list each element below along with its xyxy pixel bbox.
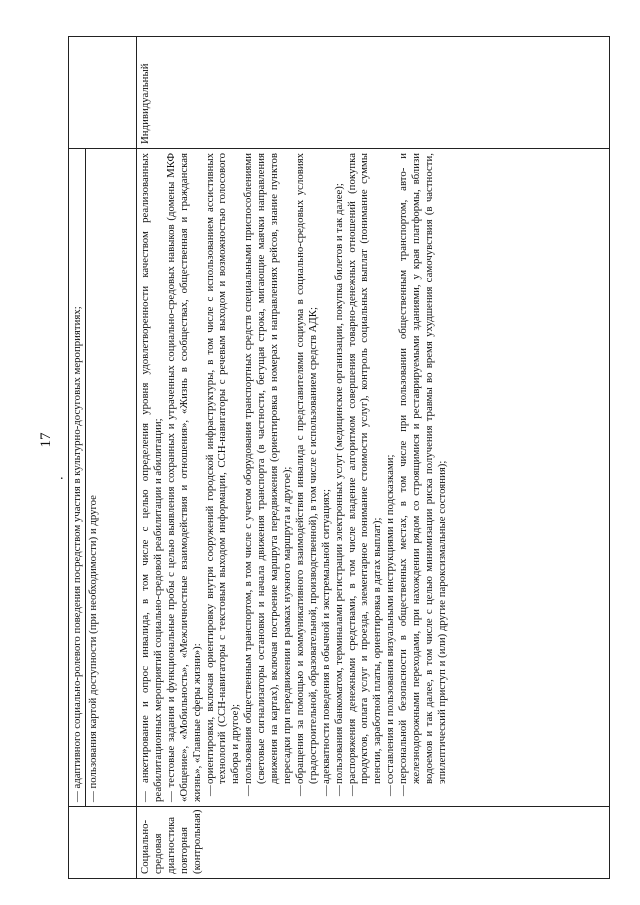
list-item: — адаптивного социально-ролевого поведения посредством участия в культурно-досуговых мероприятиях; bbox=[71, 306, 83, 802]
table-row bbox=[137, 37, 610, 879]
list-item: — составления и пользования визуальными инструкциями и подсказками; bbox=[384, 153, 397, 802]
list-item: — пользования общественным транспортом, в том числе с учетом оборудования транспортных средств специальными приспособлениями (световые сигнализаторы остановки и начала движения транспорта (в частности, бегущая строка, мигающие маячки направления движения на картах), включая построение маршрута передвижения (ориентировка в номерах и направлениях рейсов, знание пунктов пересадки при передвижении в рамках нужного маршрута и другое); bbox=[242, 153, 294, 802]
table-cell-empty bbox=[69, 807, 137, 879]
table-row bbox=[69, 37, 137, 879]
inner-divider bbox=[85, 149, 86, 806]
rotated-page bbox=[68, 36, 610, 879]
list-item: — адекватности поведения в обычной и экстремальной ситуациях; bbox=[320, 153, 333, 802]
list-item: — анкетирование и опрос инвалида, в том числе с целью определения уровня удовлетворенности качеством реализованных реабилитационных мероприятий социально-средовой реабилитации и абилитации; bbox=[139, 153, 164, 802]
list-item: — персональной безопасности в общественных местах, в том числе при пользовании общественным транспортом, авто- и железнодорожными переходами, при нахождении рядом со строящимися и реставрируемыми зданиями, у края платформы, вблизи водоемов и так далее, в том числе с целью минимизации риска получения травмы во время ухудшения самочувствия (в частности, эпилептический приступ и (или) другие пароксизмальные состояния); bbox=[397, 153, 449, 802]
list-item: — обращения за помощью и коммуникативного взаимодействия инвалида с представителями социума в социально-средовых условиях (градостроительной, образовательной, производственной), в том числе с использованием средств АДК; bbox=[294, 153, 320, 802]
page-mark: . bbox=[60, 468, 64, 483]
table-cell-content bbox=[137, 149, 610, 807]
list-item: — пользования картой доступности (при необходимости) и другое bbox=[86, 495, 99, 802]
table-cell-content bbox=[69, 149, 137, 807]
rehab-methods-table bbox=[68, 36, 610, 879]
rotated-content bbox=[68, 36, 610, 879]
list-item: — пользования банкоматом, терминалами регистрации электронных услуг (медицинские организации, покупка билетов и так далее); bbox=[333, 153, 346, 802]
row-label: Социально-средовая диагностика повторная (контрольная) bbox=[137, 807, 610, 879]
list-item: — ориентировки, включая ориентировку внутри сооружений городской инфраструктуры, в том числе с использованием ассистивных технологий (ССН-навигаторы с текстовым выходом информации, ССН-навигаторы с речевым выходом и возможностью голосового набора и другое); bbox=[204, 153, 243, 802]
table-cell-empty bbox=[69, 37, 137, 149]
skills-list bbox=[204, 153, 449, 802]
list-item: — тестовые задания и функциональные пробы с целью выявления сохранных и утраченных социально-средовых навыков (домены МКФ «Общение», «Мобильность», «Межличностные взаимодействия и отношения», «Жизнь в сообществах, общественная и гражданская жизнь», «Главные сферы жизни»): bbox=[164, 153, 203, 802]
page-number: 17 bbox=[37, 432, 54, 448]
format-cell: Индивидуальный bbox=[137, 37, 610, 149]
list-item: — распоряжения денежными средствами, в том числе владение алгоритмом совершения товарно-денежных отношений (покупка продуктов, оплата услуг и проезда, элементарное понимание стоимости услуг), контроль социальных выплат (понимание суммы пенсии, заработной платы, ориентировка в датах выплат); bbox=[346, 153, 385, 802]
